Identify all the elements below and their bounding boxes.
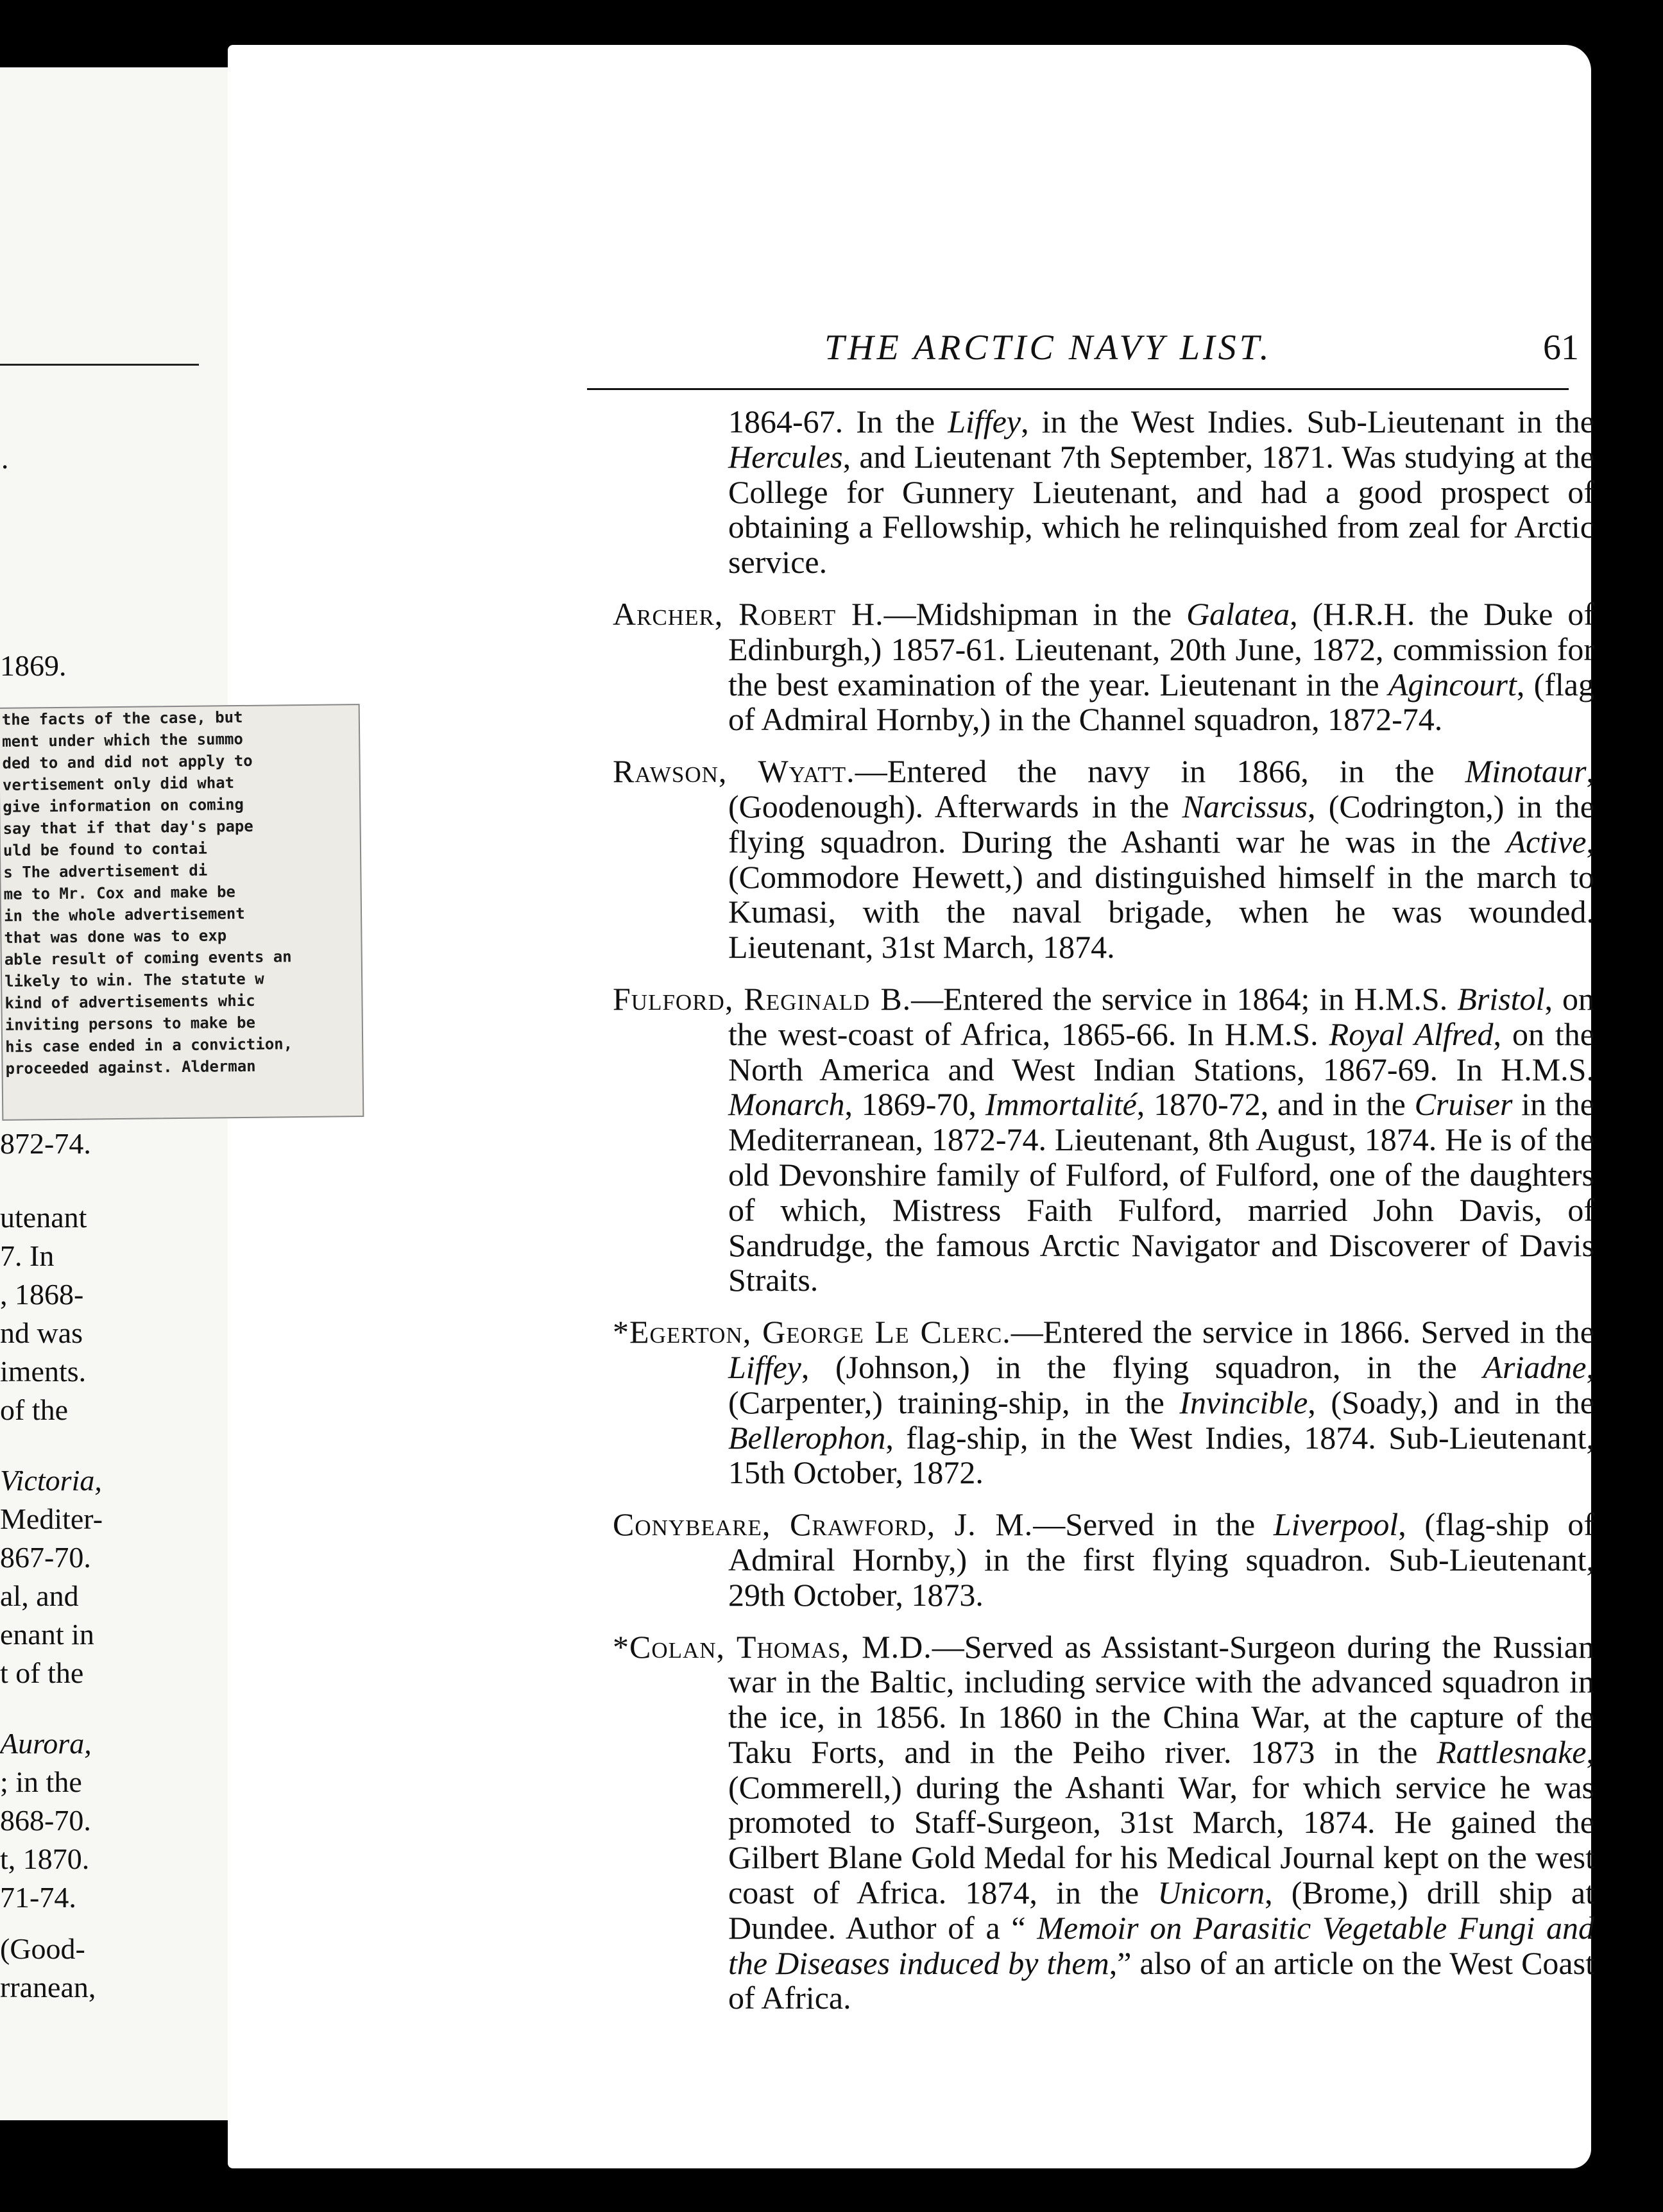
page-body bbox=[613, 404, 1594, 2032]
current-page bbox=[228, 45, 1594, 2168]
page-number: 61 bbox=[1543, 328, 1579, 368]
running-head: THE ARCTIC NAVY LIST. bbox=[824, 328, 1272, 368]
previous-page-fragment: Victoria, bbox=[0, 1464, 102, 1497]
previous-page-fragment: 867-70. bbox=[0, 1541, 91, 1574]
previous-page-fragment: 1869. bbox=[0, 649, 67, 682]
previous-page-fragment: ; in the bbox=[0, 1765, 82, 1798]
clipping-line: vertisement only did what bbox=[2, 774, 235, 794]
clipping-line: able result of coming events an bbox=[4, 948, 292, 969]
clipping-line: likely to win. The statute w bbox=[4, 969, 264, 991]
clipping-line: ded to and did not apply to bbox=[2, 751, 253, 772]
clipping-line: the facts of the case, but bbox=[1, 708, 243, 729]
previous-page-fragment: 71-74. bbox=[0, 1881, 76, 1914]
clipping-line: that was done was to exp bbox=[4, 926, 227, 947]
clipping-line: give information on coming bbox=[3, 795, 244, 816]
entry-conybeare: Conybeare, Crawford, J. M.—Served in the Liverpool, (flag-ship of Admiral Hornby,) in the first flying squadron. Sub-Lieutenant, 29th October, 1873. bbox=[613, 1506, 1594, 1613]
previous-page-fragment: iments. bbox=[0, 1355, 87, 1388]
entry-archer: Archer, Robert H.—Midshipman in the Galatea, (H.R.H. the Duke of Edinburgh,) 1857-61. Lieutenant, 20th June, 1872, commission for the best examination of the year. Lieutenant in the Agincourt, (flag of Admiral Hornby,) in the Channel squadron, 1872-74. bbox=[613, 595, 1594, 738]
previous-page-fragment: al, and bbox=[0, 1579, 79, 1612]
clipping-line: his case ended in a conviction, bbox=[5, 1035, 293, 1056]
clipping-line: say that if that day's pape bbox=[3, 817, 253, 838]
clipping-line: uld be found to contai bbox=[3, 839, 207, 860]
previous-page-fragment: , 1868- bbox=[0, 1278, 84, 1311]
previous-page-fragment: t of the bbox=[0, 1656, 84, 1689]
continuation-paragraph: 1864-67. In the Liffey, in the West Indies. Sub-Lieutenant in the Hercules, and Lieutenant 7th September, 1871. Was studying at the College for Gunnery Lieutenant, and had a good prospect of obtaining a Fellowship, which he relinquished from zeal for Arctic service. bbox=[728, 404, 1594, 581]
entry-name: Rawson, Wyatt. bbox=[613, 753, 855, 790]
previous-page-fragment: rranean, bbox=[0, 1971, 96, 2004]
entry-name: Fulford, Reginald B. bbox=[613, 980, 912, 1017]
clipping-line: in the whole advertisement bbox=[3, 904, 245, 925]
previous-page-fragment: 872-74. bbox=[0, 1127, 91, 1160]
previous-page-bullet: · bbox=[0, 450, 10, 483]
entry-fulford: Fulford, Reginald B.—Entered the service in 1864; in H.M.S. Bristol, on the west-coast of Africa, 1865-66. In H.M.S. Royal Alfred, on the North America and West Indian Stations, 1867-69. In H.M.S. Monarch, 1869-70, Immortalité, 1870-72, and in the Cruiser in the Mediterranean, 1872-74. Lieutenant, 8th August, 1874. He is of the old Devonshire family of Fulford, of Fulford, one of the daughters of which, Mistress Faith Fulford, married John Davis, of Sandrudge, the famous Arctic Navigator and Discoverer of Davis Straits. bbox=[613, 980, 1594, 1298]
previous-page-fragment: (Good- bbox=[0, 1932, 85, 1965]
header-rule bbox=[587, 388, 1569, 390]
previous-page-fragment: nd was bbox=[0, 1316, 83, 1349]
previous-page-fragment: Mediter- bbox=[0, 1502, 103, 1535]
previous-page-fragment: Aurora, bbox=[0, 1727, 92, 1760]
clipping-line: me to Mr. Cox and make be bbox=[3, 883, 236, 903]
entry-name: *Egerton, George Le Clerc. bbox=[613, 1314, 1011, 1350]
previous-page-fragment: t, 1870. bbox=[0, 1842, 90, 1875]
previous-page-fragment: 868-70. bbox=[0, 1804, 91, 1837]
clipping-line: ment under which the summo bbox=[2, 729, 244, 751]
newspaper-clipping bbox=[0, 704, 364, 1121]
entry-colan: *Colan, Thomas, M.D.—Served as Assistant-Surgeon during the Russian war in the Baltic, including service with the advanced squadron in the ice, in 1856. In 1860 in the China War, at the capture of the Taku Forts, and in the Peiho river. 1873 in the Rattlesnake, (Commerell,) during the Ashanti War, for which service he was promoted to Staff-Surgeon, 31st March, 1874. He gained the Gilbert Blane Gold Medal for his Medical Journal kept on the west coast of Africa. 1874, in the Unicorn, (Brome,) drill ship at Dundee. Author of a “ Memoir on Parasitic Vegetable Fungi and the Diseases induced by them,” also of an article on the West Coast of Africa. bbox=[613, 1628, 1594, 2016]
previous-page-fragment: enant in bbox=[0, 1618, 94, 1651]
clipping-line: s The advertisement di bbox=[3, 861, 208, 881]
previous-page-rule bbox=[0, 364, 199, 366]
previous-page-fragment: of the bbox=[0, 1393, 69, 1426]
clipping-line: kind of advertisements whic bbox=[4, 991, 255, 1012]
previous-page-fragment: 7. In bbox=[0, 1239, 55, 1272]
clipping-line: proceeded against. Alderman bbox=[5, 1057, 256, 1078]
entry-name: *Colan, Thomas, M.D. bbox=[613, 1628, 932, 1665]
clipping-line: inviting persons to make be bbox=[4, 1013, 256, 1034]
entry-name: Archer, Robert H. bbox=[613, 595, 884, 632]
previous-page-fragment: utenant bbox=[0, 1201, 87, 1234]
entry-name: Conybeare, Crawford, J. M. bbox=[613, 1506, 1034, 1543]
entry-rawson: Rawson, Wyatt.—Entered the navy in 1866, in the Minotaur, (Goodenough). Afterwards in the Narcissus, (Codrington,) in the flying squadron. During the Ashanti war he was in the Active, (Commodore Hewett,) and distinguished himself in the march to Kumasi, with the naval brigade, when he was wounded. Lieutenant, 31st March, 1874. bbox=[613, 753, 1594, 966]
entry-egerton: *Egerton, George Le Clerc.—Entered the service in 1866. Served in the Liffey, (Johnson,) in the flying squadron, in the Ariadne, (Carpenter,) training-ship, in the Invincible, (Soady,) and in the Bellerophon, flag-ship, in the West Indies, 1874. Sub-Lieutenant, 15th October, 1872. bbox=[613, 1314, 1594, 1491]
